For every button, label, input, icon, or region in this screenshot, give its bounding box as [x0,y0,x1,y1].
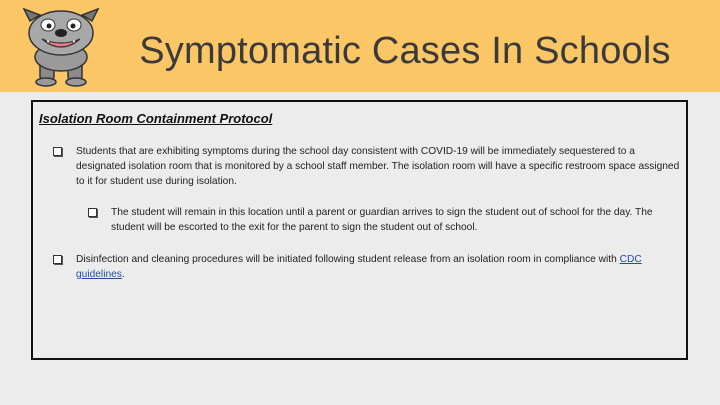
bulldog-mascot-icon [20,3,102,87]
checkbox-bullet-icon [53,147,62,156]
checkbox-bullet-icon [88,208,97,217]
cdc-guidelines-link[interactable]: CDC guidelines [76,254,642,280]
slide-title: Symptomatic Cases In Schools [139,30,671,72]
section-heading: Isolation Room Containment Protocol [39,111,273,126]
checkbox-bullet-icon [53,255,62,264]
bullet-suffix: . [121,269,125,280]
bullet-text: The student will remain in this location until a parent or guardian arrives to sign the student out of school for the day. The student will be escorted to the exit for the parent to sign the student out of school. [111,207,653,233]
slide-header [0,0,720,92]
content-box [31,100,688,360]
list-item [53,252,693,282]
list-item [53,144,685,189]
bullet-text: Students that are exhibiting symptoms during the school day consistent with COVID-19 will be immediately sequestered to a designated isolation room that is monitored by a school staff member. The isolation room will have a specific restroom space assigned to it for student use during isolation. [76,146,680,187]
bullet-text: Disinfection and cleaning procedures will be initiated following student release from an isolation room in compliance with [76,254,620,265]
bullet-text-wrapper [76,252,693,282]
list-item [88,205,685,235]
